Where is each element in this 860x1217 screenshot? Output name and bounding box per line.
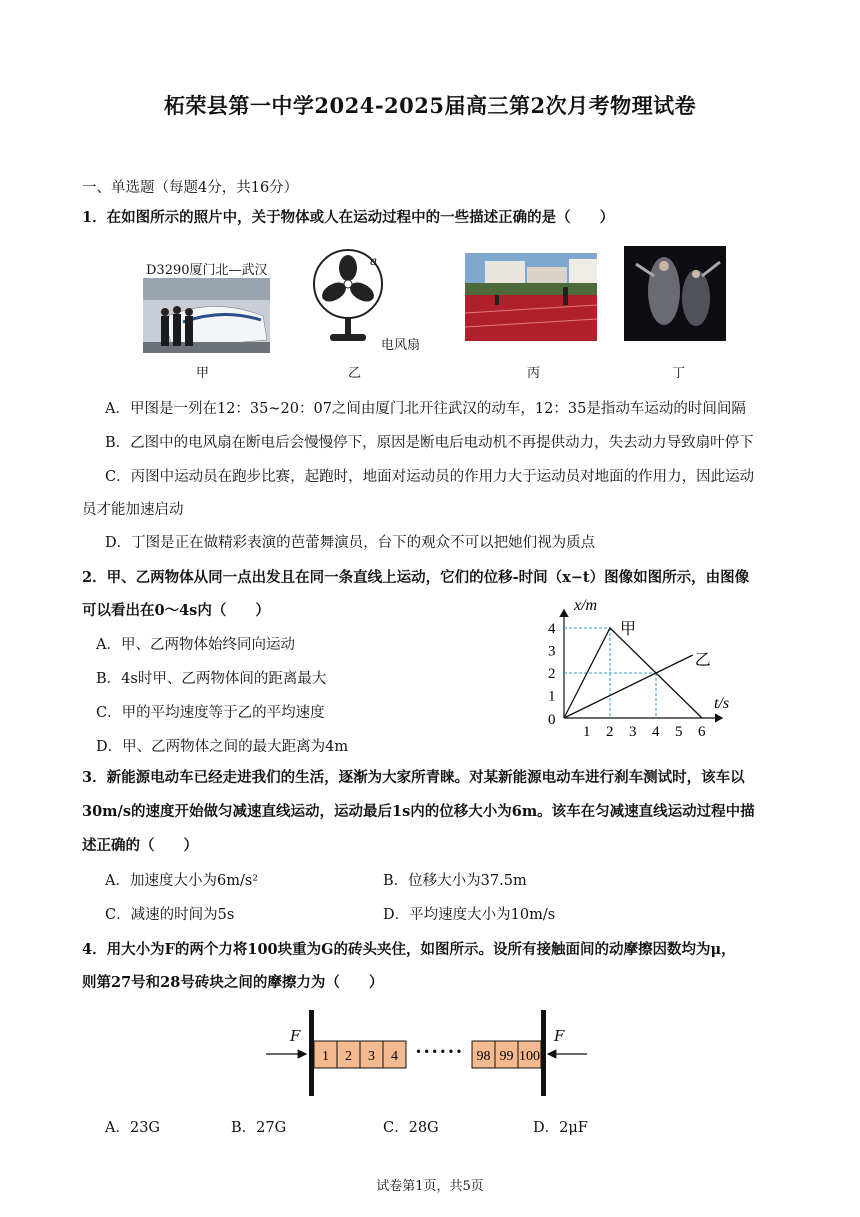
brick-number: 3: [368, 1049, 375, 1064]
caption-ding: 丁: [672, 366, 686, 381]
series-label-1: 乙: [694, 650, 711, 669]
caption-jia: 甲: [196, 366, 210, 381]
brick-number: 1: [322, 1049, 329, 1064]
y-tick-label: 3: [548, 643, 556, 660]
q3-line-3: 述正确的（ ）: [82, 837, 198, 854]
q4-option-c: C．28G: [383, 1120, 439, 1136]
fan-label: 电风扇: [381, 338, 421, 353]
x-tick-label: 2: [606, 724, 614, 740]
ballet-photo: [624, 246, 726, 341]
fan-illustration: [306, 246, 391, 346]
y-tick-label: 1: [548, 688, 556, 705]
q1-option-b: B．乙图中的电风扇在断电后会慢慢停下，原因是断电后电动机不再提供动力，失去动力导致扇叶停下: [105, 435, 754, 451]
q4-option-b: B．27G: [231, 1120, 287, 1136]
origin-label: 0: [548, 712, 556, 728]
q1-option-c: C．丙图中运动员在跑步比赛，起跑时，地面对运动员的作用力大于运动员对地面的作用力，因此运动: [105, 469, 755, 485]
right-force-label: F: [554, 1027, 565, 1045]
train-label: D3290厦门北—武汉: [146, 263, 268, 278]
page-footer: 试卷第1页，共5页: [376, 1179, 484, 1194]
series-label-0: 甲: [620, 619, 637, 638]
series-line-1: [564, 655, 693, 718]
brick-number: 98: [476, 1049, 491, 1064]
q2-option-b: B．4s时甲、乙两物体间的距离最大: [96, 671, 327, 687]
q2-option-c: C．甲的平均速度等于乙的平均速度: [96, 705, 325, 721]
q2-stem: 2．甲、乙两物体从同一点出发且在同一条直线上运动，它们的位移-时间（x−t）图像如图所示，由图像: [82, 569, 750, 586]
y-tick-label: 2: [548, 666, 556, 682]
x-tick-label: 1: [583, 724, 591, 740]
q4-line-2: 则第27号和28号砖块之间的摩擦力为（ ）: [82, 974, 384, 991]
q4-line-1: 4．用大小为F的两个力将100块重为G的砖头夹住，如图所示。设所有接触面间的动摩擦因数均为μ，: [82, 941, 736, 958]
q1-option-d: D．丁图是正在做精彩表演的芭蕾舞演员，台下的观众不可以把她们视为质点: [105, 535, 596, 551]
q1-option-c-cont: 员才能加速启动: [82, 502, 184, 518]
x-tick-label: 5: [675, 724, 683, 740]
brick-number: 100: [519, 1049, 540, 1064]
runners-photo: [465, 253, 597, 341]
x-tick-label: 6: [698, 724, 706, 740]
x-axis-label: t/s: [714, 695, 730, 712]
q3-option-d: D．平均速度大小为10m/s: [383, 907, 556, 923]
ellipsis-dots: ••••••: [415, 1045, 464, 1059]
y-tick-label: 4: [548, 621, 556, 637]
x-tick-label: 4: [652, 724, 660, 740]
x-tick-label: 3: [629, 724, 637, 740]
page-title: 柘荣县第一中学2024-2025届高三第2次月考物理试卷: [163, 93, 697, 118]
caption-bing: 丙: [527, 366, 541, 381]
section-heading: 一、单选题（每题4分，共16分）: [82, 180, 299, 196]
q3-line-2: 30m/s的速度开始做匀减速直线运动，运动最后1s内的位移大小为6m。该车在匀减速直线运动过程中描: [82, 803, 755, 820]
train-photo: [143, 278, 270, 353]
right-board: [541, 1010, 546, 1096]
q2-option-a: A．甲、乙两物体始终同向运动: [96, 637, 295, 653]
q2-option-d: D．甲、乙两物体之间的最大距离为4m: [96, 739, 349, 755]
q3-option-c: C．减速的时间为5s: [105, 907, 235, 923]
caption-yi: 乙: [348, 366, 362, 381]
fan-point-a: a: [370, 254, 378, 268]
q4-option-d: D．2μF: [533, 1120, 588, 1136]
q3-option-b: B．位移大小为37.5m: [383, 873, 527, 889]
left-board: [309, 1010, 314, 1096]
q1-option-a: A．甲图是一列在12：35~20：07之间由厦门北开往武汉的动车，12：35是指动车运动的时间间隔: [105, 401, 746, 417]
brick-number: 2: [345, 1049, 352, 1064]
y-axis-label: x/m: [574, 597, 598, 614]
left-force-label: F: [290, 1027, 301, 1045]
q3-option-a: A．加速度大小为6m/s²: [105, 873, 259, 889]
q4-option-a: A．23G: [105, 1120, 161, 1136]
q2-stem-cont: 可以看出在0～4s内（ ）: [82, 602, 270, 619]
q3-line-1: 3．新能源电动车已经走进我们的生活，逐渐为大家所青睐。对某新能源电动车进行刹车测试时，该车以: [82, 769, 745, 786]
brick-number: 99: [499, 1049, 514, 1064]
xt-graph: [540, 590, 760, 750]
q1-stem: 1．在如图所示的照片中，关于物体或人在运动过程中的一些描述正确的是（ ）: [82, 209, 615, 226]
brick-number: 4: [391, 1049, 398, 1064]
